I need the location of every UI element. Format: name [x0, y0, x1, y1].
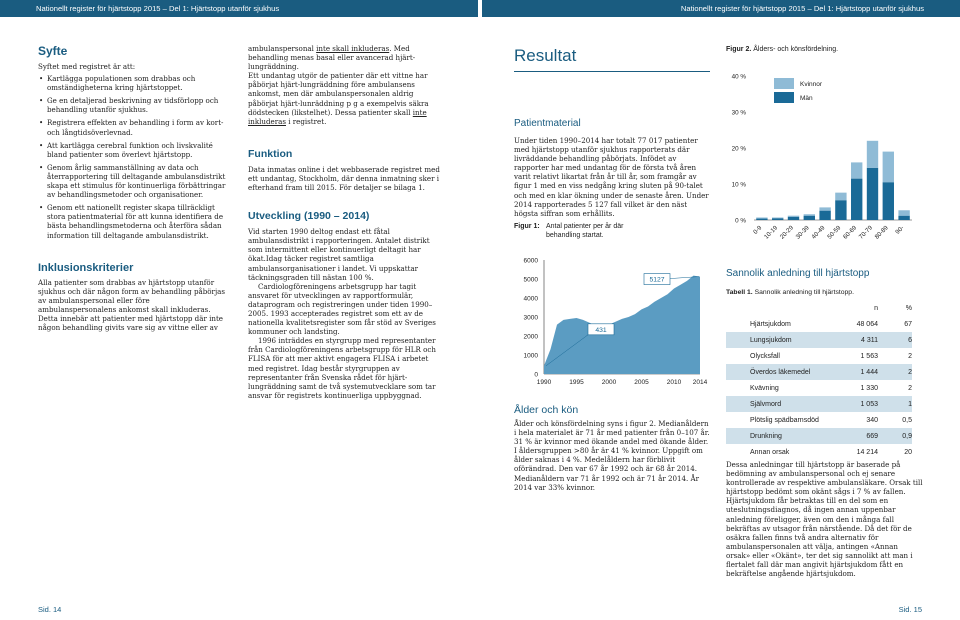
inklusion-text: Alla patienter som drabbas av hjärtstopp utanför sjukhus och där någon form av behandling påbörjas av ambulanspersonal eller före ambulanspersonalens ankomst skall inkluderas. Detta innebär att patienter med hjärtstopp där inte någon behandling givits vare sig av vittne eller av	[38, 277, 226, 333]
column-syfte	[38, 44, 228, 332]
table-row	[726, 348, 912, 364]
col-n-header: n	[874, 304, 878, 312]
cause-name: Annan orsak	[750, 448, 790, 456]
bar-kvinnor	[851, 162, 862, 178]
y-tick-label: 10 %	[731, 181, 746, 189]
patientmaterial-block	[514, 118, 710, 240]
cause-name: Överdos läkemedel	[750, 368, 811, 376]
table-row	[726, 316, 912, 332]
x-tick-label: 30-39	[794, 224, 811, 241]
header-right: Nationellt register för hjärtstopp 2015 – Del 1: Hjärtstopp utanför sjukhus	[482, 0, 960, 17]
fig2-caption-block	[726, 46, 926, 53]
cause-n: 1 563	[860, 352, 878, 360]
cause-pct: 2	[908, 368, 912, 376]
bar-män	[772, 218, 783, 220]
cause-pct: 6	[908, 336, 912, 344]
legend-label: Män	[800, 95, 813, 102]
fig1-caption-block	[514, 222, 710, 240]
patientmaterial-text: Under tiden 1990–2014 har totalt 77 017 patienter med hjärtstopp utanför sjukhus rapporterats där livräddande behandling påbörjats. Infödet av rapporter har med undantag för de första två åren varit relativt likartat från år till år, som framgår av figur 1 med en viss nedgång kring sluten på 90-talet och med en klar ökning under de senaste åren. Under 2014 rapporterades 5 127 fall vilket är den näst högsta siffran som erhållits.	[514, 136, 709, 218]
cause-n: 48 064	[856, 320, 878, 328]
fig1-caption: Antal patienter per år där behandling startat.	[546, 222, 624, 239]
sannolik-block	[726, 268, 926, 460]
cause-pct: 1	[908, 400, 912, 408]
list-item: • Registrera effekten av behandling i form av kort- och långtidsöverlevnad.	[38, 118, 228, 136]
table-caption: Tabell 1. Sannolik anledning till hjärtstopp.	[726, 289, 854, 296]
bar-kvinnor	[756, 217, 767, 218]
sannolik-text-block	[726, 460, 924, 578]
x-tick-label: 10-19	[762, 224, 780, 241]
x-tick-label: 60-69	[841, 224, 859, 241]
bar-kvinnor	[819, 207, 830, 210]
cause-pct: 0,5	[902, 416, 912, 424]
cause-name: Drunkning	[750, 432, 782, 440]
bar-kvinnor	[835, 193, 846, 201]
x-tick-label: 50-59	[826, 224, 843, 241]
page-number-left: Sid. 14	[38, 605, 62, 614]
sannolik-title: Sannolik anledning till hjärtstopp	[726, 268, 870, 279]
cause-name: Olycksfall	[750, 352, 780, 360]
x-tick-label: 40-49	[810, 224, 827, 241]
bar-män	[898, 216, 909, 220]
x-tick-label: 20-29	[778, 224, 795, 241]
cause-n: 1 053	[860, 400, 878, 408]
utveckling-paragraph: Vid starten 1990 deltog endast ett fåtal ambulansdistrikt i rapporteringen. Antalet distrikt som intermittent eller kontinuerligt deltagit har ökat.Idag täcker registret samtliga ambulansorganisationer i landet. Vi uppskattar täckningsgraden till nästan 100 %.	[248, 227, 430, 282]
cause-name: Lungsjukdom	[750, 336, 792, 344]
bar-män	[756, 219, 767, 220]
cause-n: 4 311	[861, 336, 878, 344]
bar-män	[804, 216, 815, 220]
y-tick-label: 0 %	[735, 217, 746, 225]
cause-table	[726, 300, 912, 460]
bar-män	[835, 200, 846, 220]
syfte-list	[38, 74, 228, 240]
y-tick-label: 3000	[523, 314, 538, 322]
table-row	[726, 364, 912, 380]
y-tick-label: 20 %	[731, 145, 746, 153]
cause-name: Hjärtsjukdom	[750, 320, 791, 328]
x-tick-label: 2000	[601, 379, 617, 386]
page-number-right: Sid. 15	[898, 605, 922, 614]
list-item: • Att kartlägga cerebral funktion och livskvalité bland patienter som överlevt hjärtstopp.	[38, 141, 228, 159]
x-tick-label: 0-9	[752, 224, 764, 236]
cause-pct: 2	[908, 384, 912, 392]
y-tick-label: 2000	[523, 333, 538, 341]
alder-text: Ålder och könsfördelning syns i figur 2. Medianåldern i hela materialet är 71 år med patienter från 0–107 år. 31 % är kvinnor med ökande andel med ökande ålder. I åldersgruppen >80 år är 41 % kvinnor. Uppgift om ålder saknas i 4 %. Medelåldern har förblivit oförändrad. Den var 67 år 1992 och är 68 år 2014. Medianåldern var 71 år 1992 och är 71 år 2014. År 2014 var 33% kvinnor.	[514, 419, 710, 492]
resultat-title: Resultat	[514, 46, 577, 65]
funktion-title: Funktion	[248, 147, 293, 160]
alder-title: Ålder och kön	[514, 404, 579, 416]
cause-n: 14 214	[856, 448, 878, 456]
patientmaterial-title: Patientmaterial	[514, 118, 581, 129]
cause-pct: 2	[908, 352, 912, 360]
bar-kvinnor	[788, 216, 799, 217]
annotation-label: 431	[595, 326, 607, 334]
y-tick-label: 0	[534, 371, 538, 379]
column-funktion	[248, 44, 442, 400]
cause-name: Självmord	[750, 400, 782, 408]
x-tick-label: 2010	[666, 379, 682, 386]
y-tick-label: 30 %	[731, 109, 746, 117]
fig2-label: Figur 2.	[726, 46, 752, 53]
table-row	[726, 428, 912, 444]
col-pct-header: %	[905, 304, 912, 312]
table-row	[726, 396, 912, 412]
table-row	[726, 412, 912, 428]
divider	[514, 71, 710, 72]
cause-pct: 67	[904, 320, 912, 328]
bar-kvinnor	[804, 214, 815, 215]
sannolik-text: Dessa anledningar till hjärtstopp är baserade på bedömning av ambulanspersonal och ej senare kontrollerade av respektive ambulansläkare. Orsak till hjärtstopp bedömt som okänt sågs i 7 % av fallen. Hjärtsjukdom får betraktas till en del som en uteslutningsdiagnos, då ingen annan uppenbar anledning föreligger, även om den i många fall bekräftas av utsagor från närstående. Då det för de osäkra fallen finns två andra alternativ för ambulanspersonalen att välja, antingen «Annan orsak» eller «Okänt», ter det sig sannolikt att man i flertalet fall där man angivit hjärtsjukdom fått en bekräftelse angående hjärtsjukdom.	[726, 460, 923, 579]
cause-name: Kvävning	[750, 384, 779, 392]
x-tick-label: 80-89	[873, 224, 890, 241]
x-tick-label: 90-	[894, 224, 906, 236]
fig2-caption: Ålders- och könsfördelning.	[753, 46, 839, 53]
alder-block	[514, 404, 710, 492]
cause-n: 340	[866, 416, 878, 424]
x-tick-label: 2005	[634, 379, 649, 386]
bar-män	[851, 179, 862, 220]
bar-män	[867, 168, 878, 220]
bar-män	[819, 211, 830, 220]
bar-kvinnor	[883, 152, 894, 183]
table-row	[726, 332, 912, 348]
legend-swatch	[774, 78, 794, 89]
list-item: • Ge en detaljerad beskrivning av tidsförlopp och behandling utanför sjukhus.	[38, 96, 228, 114]
inklusion-title: Inklusionskriterier	[38, 261, 134, 274]
list-item: • Genom årlig sammanställning av data och återrapportering till deltagande ambulansdistrikt skapa ett stimulus för kontinuerliga förbättringar av behandlingsmetoder och organisationer.	[38, 163, 228, 199]
header-left: Nationellt register för hjärtstopp 2015 – Del 1: Hjärtstopp utanför sjukhus	[0, 0, 478, 17]
utveckling-title: Utveckling (1990 – 2014)	[248, 210, 370, 223]
cause-n: 1 330	[860, 384, 878, 392]
utveckling-paragraph: 1996 inträddes en styrgrupp med representanter från Cardiologföreningens arbetsgrupp för HLR och FLISA för att mer aktivt engagera FLISA i arbetet med registret. Idag består styrgruppen av representanter från Svenska rådet för hjärt-lungräddning samt de två systemutvecklare som tar ansvar för registrets kontinuerliga uppbyggnad.	[248, 336, 436, 400]
annotation-label: 5127	[649, 276, 665, 284]
col2-paragraph-2: Ett undantag utgör de patienter där ett vittne har påbörjat hjärt-lungräddning före ambulansens ankomst, men där ambulanspersonalen aldrig påbörjat hjärt-lunräddning p g a exempelvis säkra dödstecken (likstelhet). Dessa patienter skall inte inkluderas i registret.	[248, 71, 429, 126]
y-tick-label: 5000	[523, 276, 538, 284]
x-tick-label: 70-79	[857, 224, 874, 241]
list-item: • Kartlägga populationen som drabbas och omständigheterna kring hjärtstoppet.	[38, 74, 228, 92]
cause-n: 1 444	[860, 368, 878, 376]
bar-kvinnor	[898, 210, 909, 215]
bar-kvinnor	[772, 217, 783, 218]
fig1-chart	[510, 254, 710, 390]
x-tick-label: 2014	[692, 379, 708, 386]
cause-n: 669	[866, 432, 878, 440]
bar-män	[788, 217, 799, 220]
legend-swatch	[774, 92, 794, 103]
bar-män	[883, 182, 894, 220]
syfte-title: Syfte	[38, 44, 68, 58]
x-tick-label: 1995	[569, 379, 584, 386]
list-item: • Genom ett nationellt register skapa tillräckligt stora patientmaterial för att kunna identifiera de bästa behandlingsmetoderna och återföra sådan information till deltagande ambulansdistrikt.	[38, 203, 228, 239]
col2-paragraph-1: ambulanspersonal inte skall inkluderas. Med behandling menas basal eller avancerad hjärt-lungräddning.	[248, 44, 416, 72]
fig2-chart	[722, 72, 922, 244]
bar-kvinnor	[867, 141, 878, 168]
utveckling-paragraph: Cardiologföreningens arbetsgrupp har tagit ansvaret för utvecklingen av rapportformulär, dataprogram och registreringen under tiden 1990–2005. 1993 accepterades registret som ett av de nationella kvalitetsregister som får stöd av Sveriges kommuner och landsting.	[248, 281, 436, 337]
cause-pct: 0,9	[902, 432, 912, 440]
table-row	[726, 380, 912, 396]
funktion-text: Data inmatas online i det webbaserade registret med ett undantag, Stockholm, där denna inmatning sker i efterhand fram till 2015. För detaljer se bilaga 1.	[248, 164, 440, 193]
fig1-label: Figur 1:	[514, 222, 540, 230]
legend	[774, 78, 823, 103]
x-tick-label: 1990	[536, 379, 552, 386]
y-tick-label: 1000	[523, 352, 538, 360]
cause-name: Plötslig spädbarnsdöd	[750, 416, 819, 424]
table-row	[726, 444, 912, 460]
area-series	[544, 276, 700, 374]
table-header	[726, 300, 912, 316]
legend-label: Kvinnor	[800, 81, 823, 88]
y-tick-label: 4000	[523, 295, 538, 303]
y-tick-label: 6000	[523, 257, 538, 265]
syfte-intro: Syftet med registret är att:	[38, 62, 136, 71]
y-tick-label: 40 %	[731, 73, 746, 81]
cause-pct: 20	[904, 448, 912, 456]
column-resultat	[514, 46, 710, 66]
